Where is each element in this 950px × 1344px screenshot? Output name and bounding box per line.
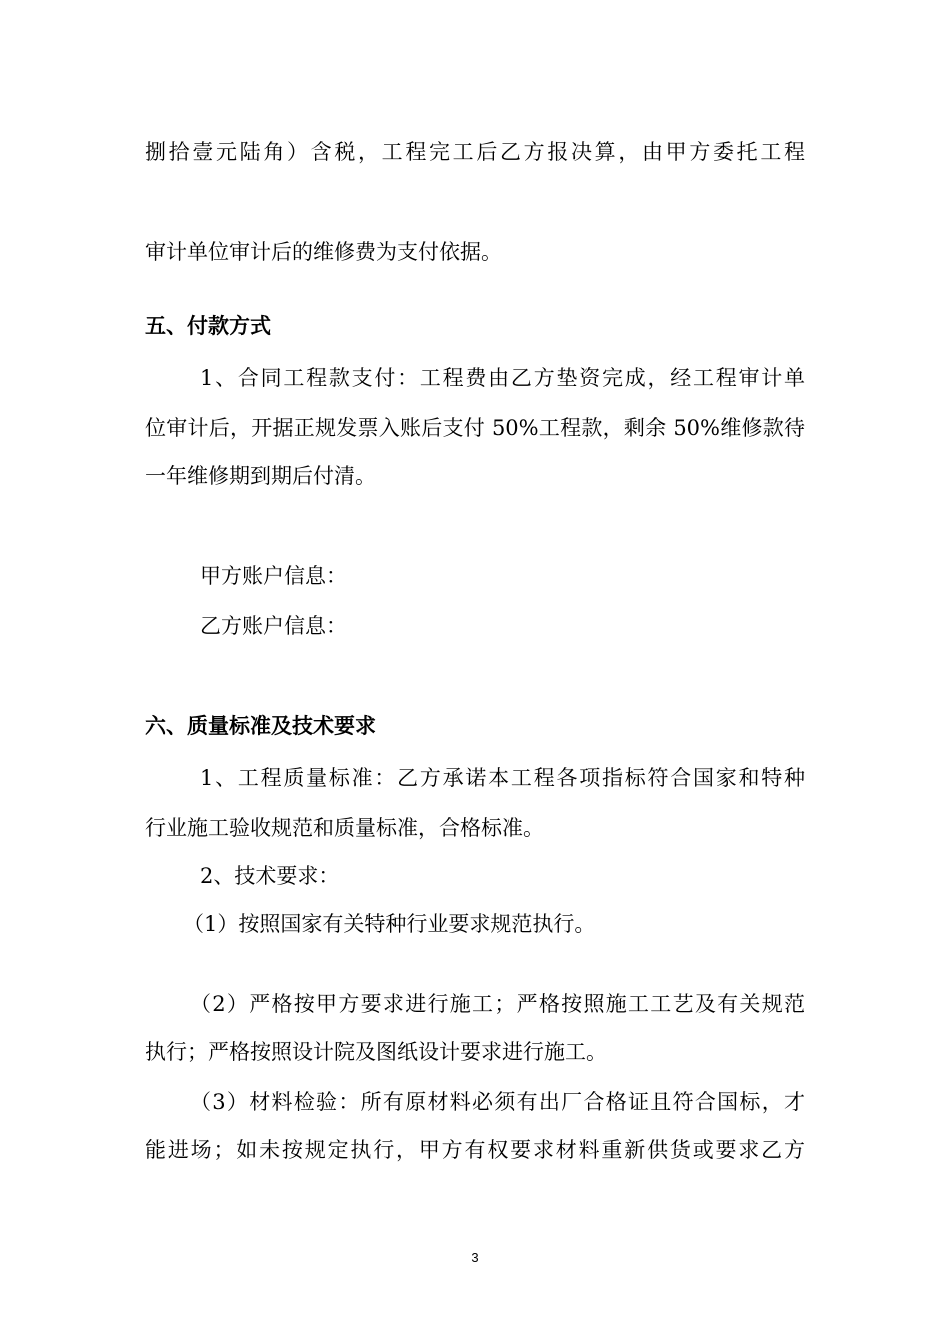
tech-item-2-line-2: 执行；严格按照设计院及图纸设计要求进行施工。 (145, 1040, 607, 1064)
tech-item-3-line-2: 能进场；如未按规定执行，甲方有权要求材料重新供货或要求乙方 (145, 1138, 805, 1162)
quality-clause-line-1: 1、工程质量标准：乙方承诺本工程各项指标符合国家和特种 (200, 766, 805, 790)
tech-requirements-label: 2、技术要求： (200, 864, 340, 888)
tech-item-3-line-1: （3）材料检验：所有原材料必须有出厂合格证且符合国标，才 (190, 1090, 805, 1114)
page-number: 3 (471, 1250, 479, 1265)
body-line-2: 审计单位审计后的维修费为支付依据。 (145, 240, 502, 264)
party-b-account-label: 乙方账户信息： (200, 614, 347, 638)
tech-item-2-line-1: （2）严格按甲方要求进行施工；严格按照施工工艺及有关规范 (190, 992, 805, 1016)
quality-clause-line-2: 行业施工验收规范和质量标准，合格标准。 (145, 816, 544, 840)
payment-clause-line-1: 1、合同工程款支付：工程费由乙方垫资完成，经工程审计单 (200, 366, 805, 390)
payment-clause-line-3: 一年维修期到期后付清。 (145, 464, 376, 488)
party-a-account-label: 甲方账户信息： (200, 564, 347, 588)
tech-item-1: （1）按照国家有关特种行业要求规范执行。 (183, 912, 596, 936)
section-heading-payment: 五、付款方式 (145, 314, 271, 338)
payment-clause-line-2: 位审计后，开据正规发票入账后支付 50%工程款，剩余 50%维修款待 (145, 416, 805, 440)
body-line-1: 捌拾壹元陆角）含税，工程完工后乙方报决算，由甲方委托工程 (145, 140, 805, 164)
section-heading-quality: 六、质量标准及技术要求 (145, 714, 376, 738)
